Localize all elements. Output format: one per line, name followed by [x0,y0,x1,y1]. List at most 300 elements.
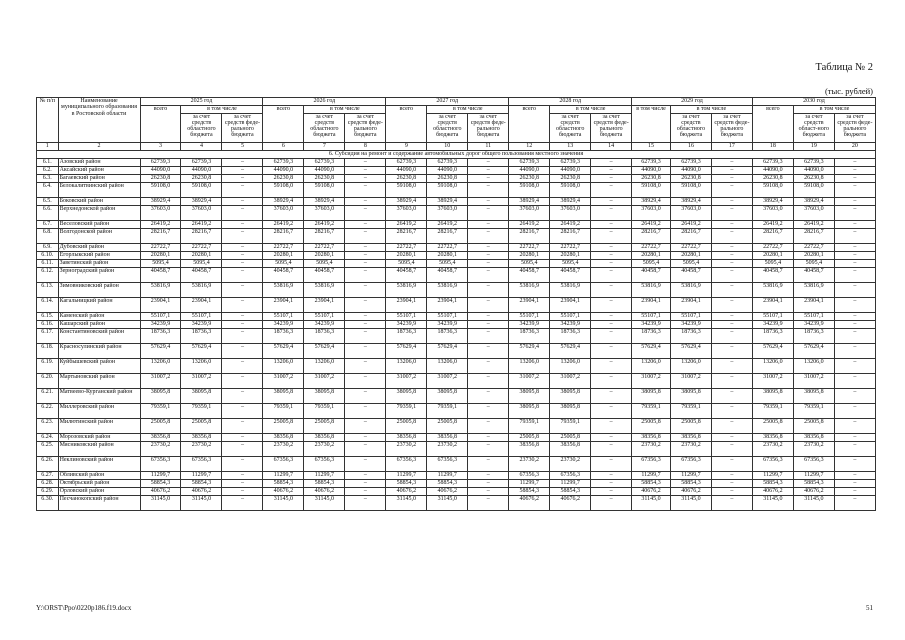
table-cell: 13206,0 [632,359,671,374]
table-cell: 11299,7 [304,472,345,480]
col-num-header: № п/п [37,98,59,143]
table-cell: 31007,2 [140,374,181,389]
table-cell: 26230,8 [632,175,671,183]
table-cell: 62739,3 [263,159,304,167]
table-cell: 25005,8 [632,419,671,434]
table-cell: – [222,221,263,229]
table-cell: – [711,404,752,419]
table-cell: 26230,8 [550,175,591,183]
table-cell: Багаевский район [58,175,140,183]
table-cell: 44090,0 [386,167,427,175]
table-cell: 38095,8 [793,389,834,404]
regional-header: за счет средств областного бюджета [427,114,468,143]
table-cell: – [345,321,386,329]
table-cell: – [345,329,386,344]
table-cell: 31007,2 [793,374,834,389]
table-cell: 26230,8 [427,175,468,183]
table-cell: 26419,2 [427,221,468,229]
table-cell: 11299,7 [670,472,711,480]
table-cell: 67356,3 [386,457,427,472]
table-cell: 28216,7 [793,229,834,244]
table-cell: 59108,0 [793,183,834,198]
table-cell: 23730,2 [140,442,181,457]
table-cell: – [834,206,875,221]
table-cell: 31007,2 [304,374,345,389]
table-cell: – [222,229,263,244]
table-cell: 59108,0 [304,183,345,198]
table-cell: – [345,283,386,298]
table-cell: 58854,3 [386,480,427,488]
table-cell: 31007,2 [263,374,304,389]
table-cell: 6.28. [37,480,59,488]
table-cell: 34239,9 [793,321,834,329]
table-cell: – [591,268,632,283]
table-cell: 18736,3 [509,329,550,344]
regional-header: за счет средств областного бюджета [550,114,591,143]
table-cell: 38929,4 [632,198,671,206]
table-cell: – [222,321,263,329]
table-cell: 67356,3 [181,457,222,472]
table-cell: 5095,4 [752,260,793,268]
federal-header: за счет средств феде-рального бюджета [468,114,509,143]
table-cell: 6.9. [37,244,59,252]
table-cell: 31007,2 [181,374,222,389]
table-cell: Мясниковский район [58,442,140,457]
table-cell: 79359,1 [509,419,550,434]
table-cell: – [711,183,752,198]
table-cell: – [834,313,875,321]
table-cell: – [468,159,509,167]
regional-header: за счет средств областного бюджета [181,114,222,143]
table-cell: 57629,4 [752,344,793,359]
table-cell: 13206,0 [752,359,793,374]
table-row [37,159,876,167]
table-cell: 31007,2 [427,374,468,389]
table-cell: 23730,2 [263,442,304,457]
table-cell: 44090,0 [550,167,591,175]
table-cell: – [711,167,752,175]
table-cell: Орловский район [58,488,140,496]
table-cell: – [345,496,386,511]
table-cell: – [345,488,386,496]
column-numbers-row [37,143,876,151]
table-cell: 59108,0 [181,183,222,198]
table-cell: – [591,374,632,389]
table-row [37,472,876,480]
table-cell: 67356,3 [752,457,793,472]
table-cell: – [834,442,875,457]
table-cell: Боковский район [58,198,140,206]
table-cell: – [591,457,632,472]
table-cell: 11299,7 [140,472,181,480]
regional-header: за счет средств област-ного бюджета [793,114,834,143]
column-number-cell: 11 [468,143,509,151]
table-cell: – [711,442,752,457]
table-cell: 59108,0 [632,183,671,198]
table-cell: 37603,0 [386,206,427,221]
table-cell: 38095,8 [263,389,304,404]
section-row [37,151,876,159]
table-cell: – [834,321,875,329]
table-cell: 58854,3 [304,480,345,488]
table-row [37,198,876,206]
table-cell: 26419,2 [670,221,711,229]
table-cell: 11299,7 [263,472,304,480]
table-cell: 22722,7 [550,244,591,252]
table-cell: 28216,7 [550,229,591,244]
table-cell: 34239,9 [550,321,591,329]
table-cell: – [834,457,875,472]
table-cell: 31007,2 [509,374,550,389]
table-cell: – [468,344,509,359]
table-cell: 23730,2 [386,442,427,457]
table-cell: – [711,419,752,434]
table-cell: 25005,8 [670,419,711,434]
table-cell: Неклиновский район [58,457,140,472]
table-cell: Константиновский район [58,329,140,344]
table-cell: – [222,442,263,457]
table-cell: Верхнедонской район [58,206,140,221]
table-cell: – [345,198,386,206]
table-cell: – [345,244,386,252]
table-cell: 58854,3 [509,488,550,496]
table-cell: – [222,198,263,206]
table-cell: 38356,8 [670,434,711,442]
table-cell: – [345,419,386,434]
table-cell: 20280,1 [140,252,181,260]
table-cell: 38356,8 [632,434,671,442]
table-cell: 25005,8 [304,419,345,434]
table-cell: 5095,4 [793,260,834,268]
table-cell: 28216,7 [304,229,345,244]
table-cell: 26419,2 [304,221,345,229]
table-cell: – [711,434,752,442]
table-cell: – [711,313,752,321]
table-cell: 38095,8 [550,389,591,404]
table-cell: 13206,0 [509,359,550,374]
incl-header: в том числе [304,106,386,114]
table-cell: – [591,175,632,183]
table-cell: 13206,0 [386,359,427,374]
table-cell: 13206,0 [670,359,711,374]
table-cell: – [834,221,875,229]
table-cell: – [834,404,875,419]
table-cell: Дубовский район [58,244,140,252]
column-number-cell: 17 [711,143,752,151]
table-cell: 40676,2 [427,488,468,496]
table-cell: 38095,8 [550,404,591,419]
table-cell: 25005,8 [752,419,793,434]
table-cell: 6.18. [37,344,59,359]
table-cell: – [222,404,263,419]
table-cell: – [591,252,632,260]
table-cell: – [591,206,632,221]
table-cell: 31145,0 [427,496,468,511]
table-cell: 11299,7 [550,480,591,488]
table-cell: 31145,0 [632,496,671,511]
table-cell: – [591,442,632,457]
table-row [37,206,876,221]
table-cell: Егорлыкский район [58,252,140,260]
table-cell: 58854,3 [670,480,711,488]
table-cell: 55107,1 [386,313,427,321]
table-cell: – [222,389,263,404]
table-cell: – [834,229,875,244]
table-cell: – [222,260,263,268]
table-cell: – [711,244,752,252]
table-cell: – [468,457,509,472]
table-cell: 40458,7 [752,268,793,283]
table-cell: – [591,198,632,206]
table-cell: – [345,374,386,389]
table-cell: – [591,229,632,244]
table-cell: 31145,0 [752,496,793,511]
table-cell: 34239,9 [386,321,427,329]
table-cell: 59108,0 [140,183,181,198]
table-cell: – [591,221,632,229]
year-header: 2030 год [752,98,875,106]
table-cell: Зимовниковский район [58,283,140,298]
table-cell: – [222,298,263,313]
table-cell: 28216,7 [427,229,468,244]
table-cell: 55107,1 [304,313,345,321]
table-row [37,260,876,268]
table-cell: 28216,7 [263,229,304,244]
table-cell: 62739,3 [181,159,222,167]
table-cell: 44090,0 [304,167,345,175]
table-cell: – [591,329,632,344]
incl-header: в том числе [550,106,632,114]
table-cell: 38929,4 [140,198,181,206]
table-cell: 31007,2 [670,374,711,389]
table-cell: 26419,2 [550,221,591,229]
table-cell: – [468,167,509,175]
table-cell: – [468,221,509,229]
table-cell: – [222,457,263,472]
table-cell: Октябрьский район [58,480,140,488]
table-cell: 23730,2 [181,442,222,457]
table-cell: 38356,8 [793,434,834,442]
table-cell: 38095,8 [509,389,550,404]
table-cell: 57629,4 [632,344,671,359]
table-cell: – [345,480,386,488]
table-cell: Кагальницкий район [58,298,140,313]
table-cell: 6.14. [37,298,59,313]
year-header: 2027 год [386,98,509,106]
table-cell: Красносулинский район [58,344,140,359]
incl-header: в том числе [793,106,875,114]
table-cell: 23730,2 [427,442,468,457]
column-number-cell: 18 [752,143,793,151]
table-cell: 18736,3 [263,329,304,344]
table-cell: 40458,7 [386,268,427,283]
table-cell: 57629,4 [509,344,550,359]
table-cell: 28216,7 [632,229,671,244]
table-cell: 34239,9 [304,321,345,329]
table-cell: 26419,2 [181,221,222,229]
total-header: всего [509,106,550,143]
table-cell: 55107,1 [140,313,181,321]
table-cell: 55107,1 [427,313,468,321]
table-cell: 31145,0 [793,496,834,511]
table-cell: – [591,260,632,268]
table-cell: – [468,488,509,496]
table-cell: – [711,229,752,244]
table-cell: 23730,2 [793,442,834,457]
table-row [37,434,876,442]
table-cell: 53816,9 [509,283,550,298]
table-row [37,344,876,359]
table-cell: 62739,3 [793,159,834,167]
column-number-cell: 3 [140,143,181,151]
table-cell: 37603,0 [140,206,181,221]
table-cell: 11299,7 [427,472,468,480]
table-cell: 79359,1 [386,404,427,419]
table-cell: 23904,1 [509,298,550,313]
table-cell: 67356,3 [509,472,550,480]
table-cell: 26230,8 [793,175,834,183]
table-cell: 38356,8 [140,434,181,442]
table-cell: – [834,198,875,206]
table-cell: 6.1. [37,159,59,167]
table-cell: Веселовский район [58,221,140,229]
table-cell: 23730,2 [509,457,550,472]
table-cell: 5095,4 [140,260,181,268]
table-cell: 26230,8 [304,175,345,183]
table-cell: – [834,389,875,404]
table-cell: 38356,8 [181,434,222,442]
table-cell: 55107,1 [752,313,793,321]
table-cell: 38095,8 [386,389,427,404]
table-cell: – [591,488,632,496]
table-cell: – [834,183,875,198]
table-cell: 28216,7 [181,229,222,244]
table-cell: 38929,4 [793,198,834,206]
table-label: Таблица № 2 [815,62,873,73]
table-cell: – [711,268,752,283]
table-cell: 11299,7 [386,472,427,480]
table-cell: – [591,298,632,313]
table-cell: 25005,8 [140,419,181,434]
table-cell: 13206,0 [304,359,345,374]
table-cell: Милютинский район [58,419,140,434]
table-cell: – [345,434,386,442]
table-cell: 34239,9 [670,321,711,329]
table-cell: – [834,480,875,488]
column-number-cell: 12 [509,143,550,151]
table-cell: 22722,7 [386,244,427,252]
table-cell: 38356,8 [304,434,345,442]
table-cell: 37603,0 [181,206,222,221]
table-cell: 79359,1 [793,404,834,419]
table-cell: 31007,2 [386,374,427,389]
table-cell: – [834,252,875,260]
table-cell: 59108,0 [509,183,550,198]
table-cell: 67356,3 [263,457,304,472]
table-cell: 40676,2 [509,496,550,511]
table-cell: 20280,1 [386,252,427,260]
table-cell: 67356,3 [793,457,834,472]
table-row [37,221,876,229]
column-number-cell: 4 [181,143,222,151]
federal-header: за счет средств феде-рального бюджета [711,114,752,143]
table-cell: 62739,3 [509,159,550,167]
table-cell: 6.12. [37,268,59,283]
table-cell: 31145,0 [386,496,427,511]
table-cell: – [468,252,509,260]
table-cell: – [591,344,632,359]
table-cell: 53816,9 [263,283,304,298]
table-cell: 55107,1 [670,313,711,321]
table-cell: 23904,1 [793,298,834,313]
table-cell: – [222,472,263,480]
table-cell: – [591,359,632,374]
table-cell: – [222,374,263,389]
table-cell: Заветинский район [58,260,140,268]
table-cell: Аксайский район [58,167,140,175]
table-cell: 55107,1 [263,313,304,321]
table-cell: 22722,7 [793,244,834,252]
table-cell: – [345,313,386,321]
table-cell: 6.8. [37,229,59,244]
table-cell: – [711,283,752,298]
table-cell: – [222,252,263,260]
table-cell: 18736,3 [670,329,711,344]
table-cell: 31145,0 [304,496,345,511]
table-cell: 23904,1 [386,298,427,313]
table-cell: 28216,7 [752,229,793,244]
table-cell: 38095,8 [670,389,711,404]
table-cell: 53816,9 [304,283,345,298]
table-cell: 31007,2 [752,374,793,389]
column-number-cell: 19 [793,143,834,151]
table-cell: 5095,4 [263,260,304,268]
table-cell: 31145,0 [140,496,181,511]
table-cell: 5095,4 [181,260,222,268]
table-cell: – [711,480,752,488]
table-cell: 6.25. [37,442,59,457]
table-cell: – [834,283,875,298]
table-cell: 44090,0 [793,167,834,175]
federal-header: за счет средств феде-рального бюджета [222,114,263,143]
table-cell: – [591,419,632,434]
table-cell: 58854,3 [632,480,671,488]
table-row [37,298,876,313]
table-cell: 20280,1 [304,252,345,260]
table-cell: – [468,229,509,244]
table-cell: 57629,4 [670,344,711,359]
federal-header: за счет средств феде-рального бюджета [591,114,632,143]
table-cell: 38356,8 [386,434,427,442]
table-cell: 53816,9 [181,283,222,298]
table-cell: 6.20. [37,374,59,389]
table-cell: 13206,0 [263,359,304,374]
table-cell: 6.15. [37,313,59,321]
table-cell: 62739,3 [427,159,468,167]
table-cell: 22722,7 [263,244,304,252]
table-cell: – [468,321,509,329]
table-cell: – [591,167,632,175]
table-cell: 37603,0 [670,206,711,221]
table-cell: 53816,9 [550,283,591,298]
table-cell: 23730,2 [752,442,793,457]
table-cell: 59108,0 [263,183,304,198]
table-cell: – [222,159,263,167]
total-header: всего [140,106,181,143]
table-cell: – [468,419,509,434]
table-cell: – [345,183,386,198]
table-cell: – [834,488,875,496]
